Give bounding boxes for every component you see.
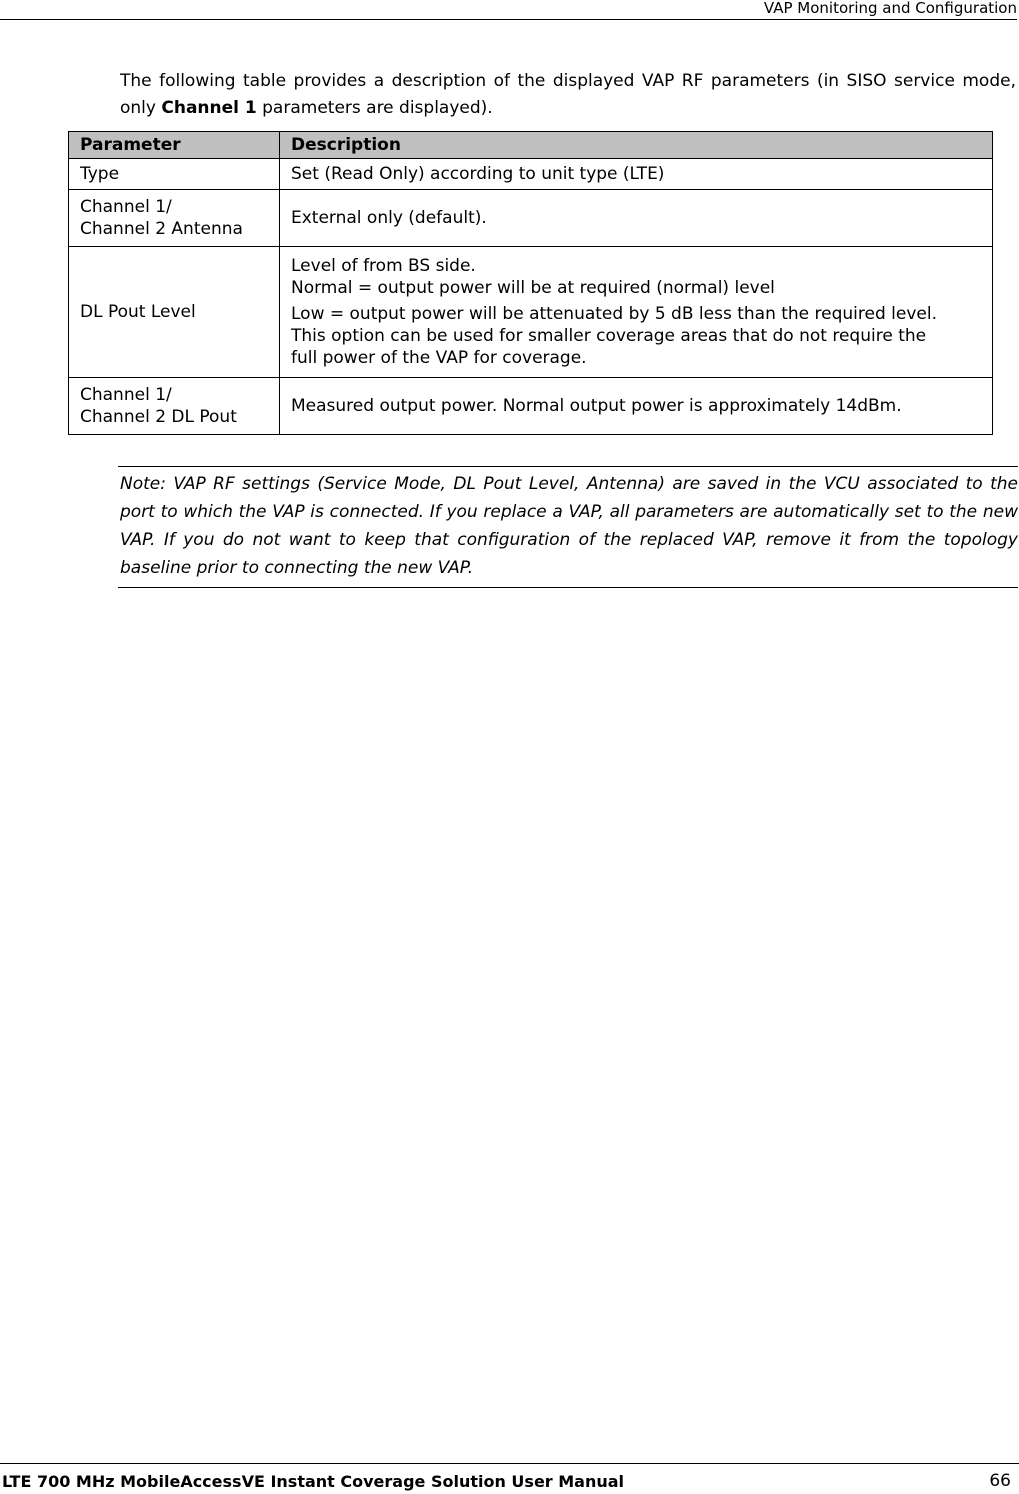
description-cell: Measured output power. Normal output power is approximately 14dBm. (280, 378, 993, 435)
description-line: Normal = output power will be at required (normal) level (291, 278, 775, 298)
intro-text-before: The following table provides a description of the displayed VAP RF parameters (in SISO service mode, only (120, 71, 1016, 118)
table-row (69, 190, 993, 247)
table-header-row (69, 132, 993, 159)
parameters-table (68, 131, 993, 435)
page-number: 66 (989, 1471, 1011, 1491)
description-cell: External only (default). (280, 190, 993, 247)
footer-manual-title: LTE 700 MHz MobileAccessVE Instant Coverage Solution User Manual (2, 1472, 625, 1491)
param-cell (69, 378, 280, 435)
page-header (0, 0, 1017, 20)
param-line: Channel 1/ (80, 197, 172, 217)
header-parameter: Parameter (69, 132, 280, 159)
note-box (118, 466, 1018, 588)
table-row (69, 247, 993, 378)
param-line: Channel 1/ (80, 385, 172, 405)
description-cell: Set (Read Only) according to unit type (LTE) (280, 159, 993, 190)
description-cell (280, 247, 993, 378)
description-line: Low = output power will be attenuated by 5 dB less than the required level. (291, 304, 938, 324)
intro-paragraph (120, 68, 1016, 122)
table-row (69, 159, 993, 190)
param-cell: Type (69, 159, 280, 190)
param-line: Channel 2 Antenna (80, 219, 243, 239)
note-text: Note: VAP RF settings (Service Mode, DL Pout Level, Antenna) are saved in the VCU associated to the port to which the VAP is connected. If you replace a VAP, all parameters are automatically set to the new VAP. If you do not want to keep that configuration of the replaced VAP, remove it from the topology baseline prior to connecting the new VAP. (120, 474, 1018, 578)
page-footer (0, 1463, 1019, 1494)
description-line: Level of from BS side. (291, 256, 476, 276)
header-section-title: VAP Monitoring and Configuration (763, 0, 1017, 17)
param-cell: DL Pout Level (69, 247, 280, 378)
header-description: Description (280, 132, 993, 159)
param-cell (69, 190, 280, 247)
param-line: Channel 2 DL Pout (80, 407, 237, 427)
intro-text-after: parameters are displayed). (256, 98, 493, 118)
description-line: This option can be used for smaller coverage areas that do not require the (291, 326, 927, 346)
description-line: full power of the VAP for coverage. (291, 348, 587, 368)
intro-bold-channel: Channel 1 (161, 98, 257, 118)
table-row (69, 378, 993, 435)
